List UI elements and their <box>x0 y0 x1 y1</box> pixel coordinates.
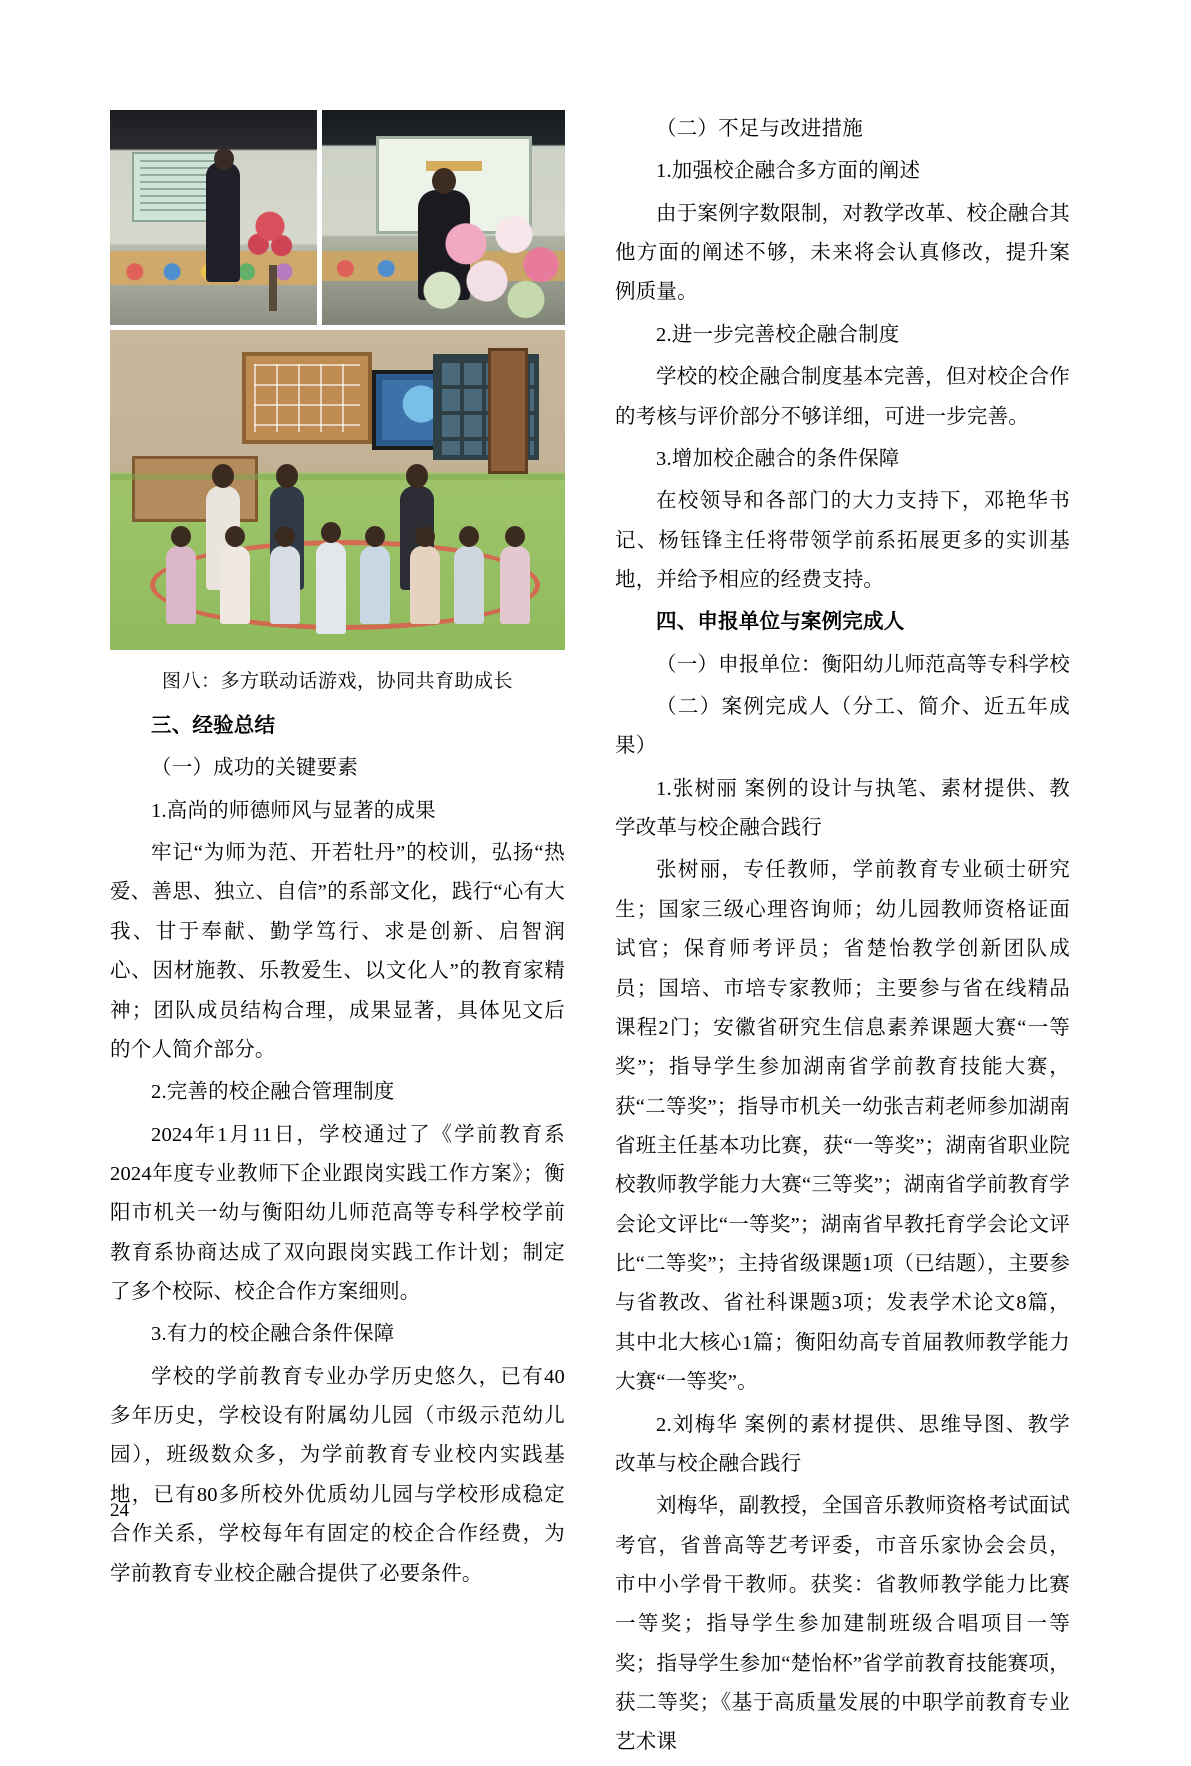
author-1-bio: 张树丽，专任教师，学前教育专业硕士研究生；国家三级心理咨询师；幼儿园教师资格证面试官；保育师考评员；省楚怡教学创新团队成员；国培、市培专家教师；主要参与省在线精品课程2门；安徽省研究生信息素养课题大赛“一等奖”；指导学生参加湖南省学前教育技能大赛，获“二等奖”；指导市机关一幼张吉莉老师参加湖南省班主任基本功比赛，获“一等奖”；湖南省职业院校教师教学能力大赛“三等奖”；湖南省学前教育学会论文评比“一等奖”；湖南省早教托育学会论文评比“二等奖”；主持省级课题1项（已结题），主要参与省教改、省社科课题3项；发表学术论文8篇，其中北大核心1篇；衡阳幼高专首届教师教学能力大赛“一等奖”。 <box>615 859 1070 1394</box>
item-heading-5: 2.进一步完善校企融合制度 <box>656 323 900 346</box>
applicant-unit: （一）申报单位：衡阳幼儿师范高等专科学校 <box>656 653 1070 676</box>
figure-bottom-row <box>110 330 565 650</box>
right-column <box>615 110 1070 1766</box>
paragraph-1: 牢记“为师为范、开若牡丹”的校训，弘扬“热爱、善思、独立、自信”的系部文化，践行“心有大我、甘于奉献、勤学笃行、求是创新、启智润心、因材施教、乐教爱生、以文化人”的教育家精神；团队成员结构合理，成果显著，具体见文后的个人简介部分。 <box>110 842 565 1061</box>
author-2-bio: 刘梅华，副教授，全国音乐教师资格考试面试考官，省普高等艺考评委，市音乐家协会会员，市中小学骨干教师。获奖：省教师教学能力比赛一等奖；指导学生参加建制班级合唱项目一等奖；指导学生参加“楚怡杯”省学前教育技能赛项，获二等奖；《基于高质量发展的中职学前教育专业艺术课 <box>615 1495 1070 1754</box>
paragraph-5: 学校的校企融合制度基本完善，但对校企合作的考核与评价部分不够详细，可进一步完善。 <box>615 366 1070 428</box>
kindergarten-classroom-activity-photo <box>110 330 565 650</box>
subsection-heading-one: （一）成功的关键要素 <box>151 757 358 780</box>
figure-top-row <box>110 110 565 325</box>
paragraph-3: 学校的学前教育专业办学历史悠久，已有40多年历史，学校设有附属幼儿园（市级示范幼儿园），班级数众多，为学前教育专业校内实践基地，已有80多所校外优质幼儿园与学校形成稳定合作关系，学校每年有固定的校企合作经费，为学前教育专业校企融合提供了必要条件。 <box>110 1365 565 1585</box>
lecture-stage-photo-right <box>322 110 565 325</box>
item-heading-2: 2.完善的校企融合管理制度 <box>151 1081 395 1104</box>
section-heading-three: 三、经验总结 <box>151 715 276 737</box>
author-2-heading: 2.刘梅华 案例的素材提供、思维导图、教学改革与校企融合践行 <box>615 1413 1070 1475</box>
item-heading-1: 1.高尚的师德师风与显著的成果 <box>151 799 436 822</box>
page-number: 24 <box>110 1500 129 1521</box>
two-column-body <box>110 110 1070 1754</box>
lecture-stage-photo-left <box>110 110 317 325</box>
section-heading-four: 四、申报单位与案例完成人 <box>656 611 905 634</box>
case-authors-heading: （二）案例完成人（分工、简介、近五年成果） <box>615 696 1070 758</box>
left-column <box>110 110 565 1597</box>
item-heading-3: 3.有力的校企融合条件保障 <box>151 1323 395 1346</box>
paragraph-2: 2024年1月11日，学校通过了《学前教育系2024年度专业教师下企业跟岗实践工作方案》；衡阳市机关一幼与衡阳幼儿师范高等专科学校学前教育系协商达成了双向跟岗实践工作计划；制定了多个校际、校企合作方案细则。 <box>110 1123 565 1304</box>
paragraph-4: 由于案例字数限制，对教学改革、校企融合其他方面的阐述不够，未来将会认真修改，提升案例质量。 <box>615 202 1070 304</box>
paragraph-6: 在校领导和各部门的大力支持下，邓艳华书记、杨钰锋主任将带领学前系拓展更多的实训基地，并给予相应的经费支持。 <box>615 490 1070 591</box>
item-heading-6: 3.增加校企融合的条件保障 <box>656 447 900 470</box>
author-1-heading: 1.张树丽 案例的设计与执笔、素材提供、教学改革与校企融合践行 <box>615 777 1070 840</box>
subsection-heading-two: （二）不足与改进措施 <box>656 118 863 140</box>
figure-eight <box>110 110 565 650</box>
figure-caption: 图八：多方联动话游戏，协同共育助成长 <box>161 671 513 692</box>
item-heading-4: 1.加强校企融合多方面的阐述 <box>656 160 921 183</box>
